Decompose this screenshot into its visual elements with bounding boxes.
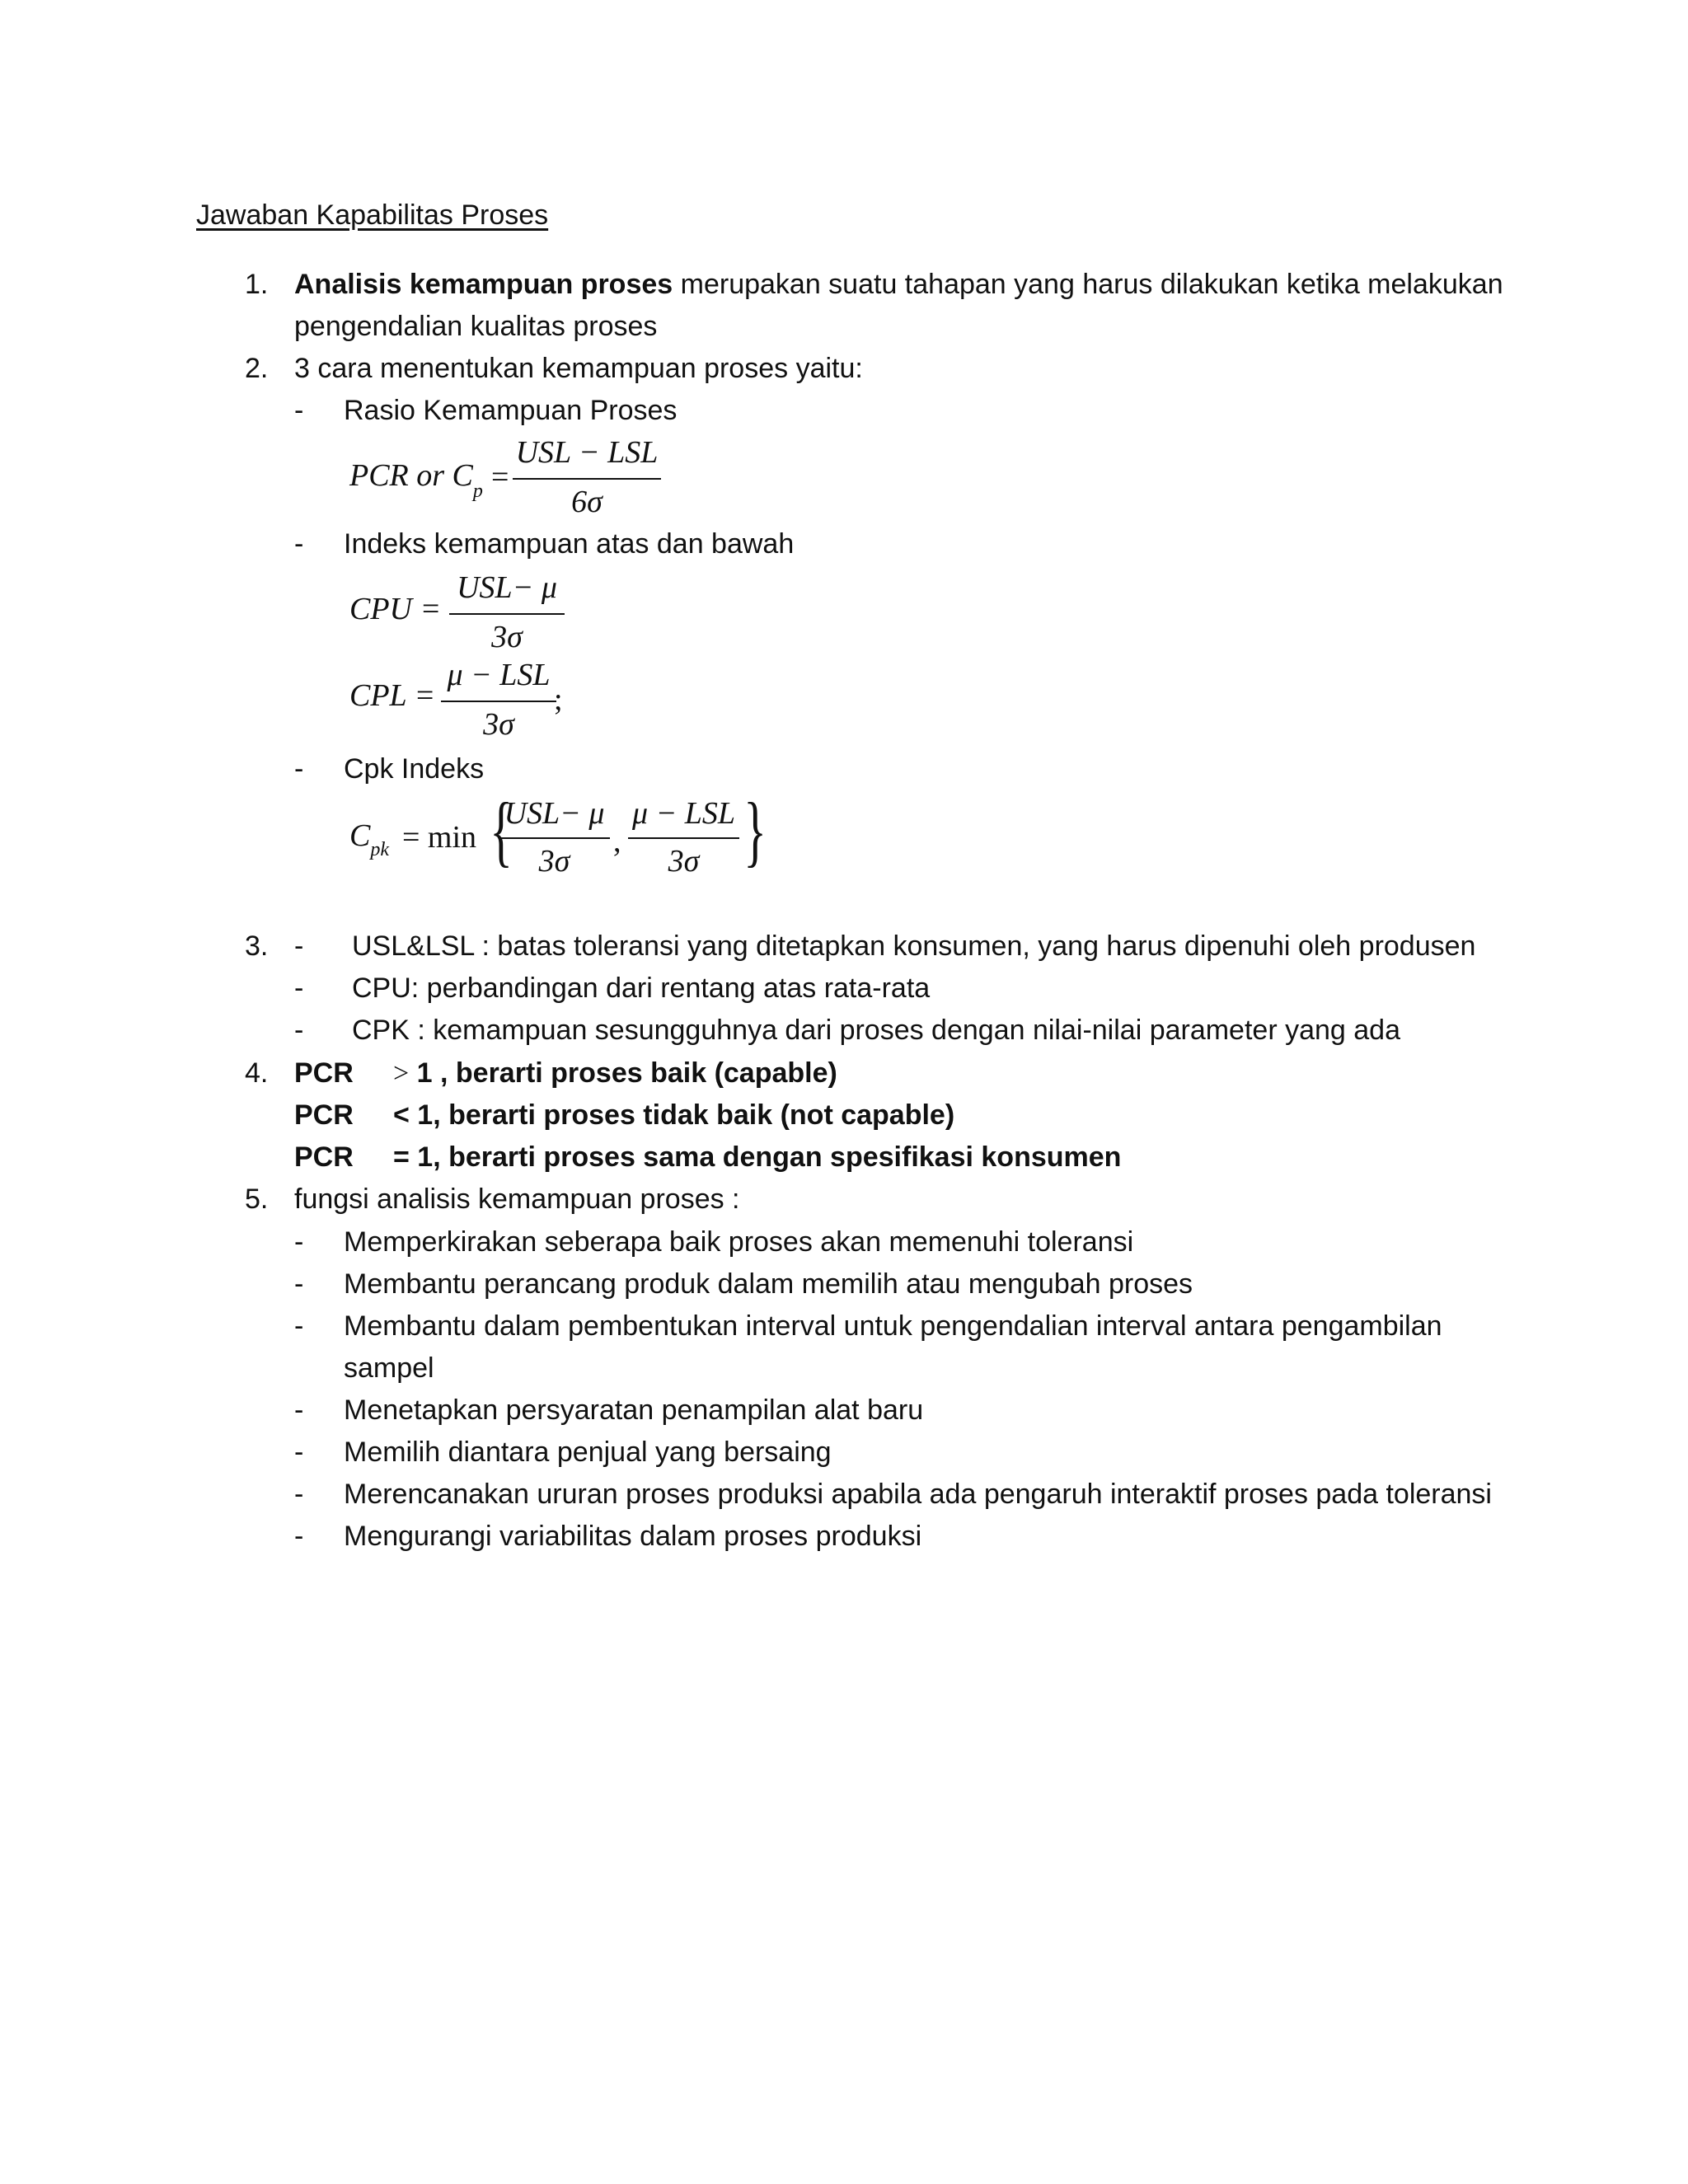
fraction-bar [441,701,556,702]
bullet-dash: - [294,1394,304,1426]
list-item: CPU: perbandingan dari rentang atas rata-rata [352,972,931,1004]
list-item-continued: sampel [344,1352,434,1384]
bullet-dash: - [294,1310,304,1342]
item-number: 4. [245,1057,269,1089]
formula-subscript: pk [370,839,390,860]
pcr-rule-text: 1 , berarti proses baik (capable) [416,1057,837,1089]
fraction-bar [513,478,661,480]
formula-lhs: CPL = [349,678,436,713]
formula-lhs [349,458,483,502]
item-number: 3. [245,930,269,962]
item-number: 2. [245,353,269,384]
item-bold-term: Analisis kemampuan proses [294,269,673,300]
bullet-dash: - [294,1479,304,1510]
right-brace: } [743,786,767,874]
list-item: Memilih diantara penjual yang bersaing [344,1436,832,1468]
pcr-label: PCR [294,1099,354,1131]
bullet-dash: - [294,1521,304,1552]
list-item: Membantu perancang produk dalam memilih atau mengubah proses [344,1268,1193,1300]
formula-semicolon: ; [554,682,563,717]
formula-denominator: 3σ [483,707,514,742]
formula-lhs [349,818,390,860]
page-title: Jawaban Kapabilitas Proses [196,199,549,231]
bullet-dash: - [294,972,304,1004]
pcr-label: PCR [294,1057,354,1089]
fraction-bar [449,613,565,615]
pcr-label: PCR [294,1141,354,1173]
list-item: Membantu dalam pembentukan interval untuk pengendalian interval antara pengambilan [344,1310,1442,1342]
formula-numerator: USL − LSL [515,435,659,470]
greater-than-symbol: > [393,1058,410,1089]
pcr-rule: = 1, berarti proses sama dengan spesifikasi konsumen [393,1141,1122,1173]
item-text: 3 cara menentukan kemampuan proses yaitu: [294,353,863,384]
formula-subscript: p [472,480,483,502]
list-item: Rasio Kemampuan Proses [344,395,678,426]
item-text: fungsi analisis kemampuan proses : [294,1183,740,1215]
bullet-dash: - [294,1436,304,1468]
list-item: Cpk Indeks [344,753,485,785]
formula-lhs-text: PCR or C [349,458,473,493]
list-item: Indeks kemampuan atas dan bawah [344,528,795,560]
pcr-rule [393,1059,837,1088]
list-item: USL&LSL : batas toleransi yang ditetapkan konsumen, yang harus dipenuhi oleh produsen [352,930,1476,962]
formula-lhs-text: C [349,818,371,853]
formula-denominator: 3σ [668,844,700,879]
formula-numerator: μ − LSL [632,796,735,831]
bullet-dash: - [294,753,304,785]
bullet-dash: - [294,1226,304,1258]
item-text [294,270,1503,298]
formula-numerator: μ − LSL [447,658,551,692]
bullet-dash: - [294,1268,304,1300]
list-item: Mengurangi variabilitas dalam proses produksi [344,1521,922,1552]
list-item: CPK : kemampuan sesungguhnya dari proses dengan nilai-nilai parameter yang ada [352,1015,1400,1046]
bullet-dash: - [294,930,304,962]
formula-equals: = [491,460,509,494]
formula-numerator: USL− μ [457,570,557,605]
item-number: 1. [245,269,269,300]
item-text-part: merupakan suatu tahapan yang harus dilakukan ketika melakukan [673,269,1503,300]
bullet-dash: - [294,1015,304,1046]
formula-comma: , [613,824,621,859]
formula-lhs: CPU = [349,592,442,626]
item-number: 5. [245,1183,269,1215]
list-item: Memperkirakan seberapa baik proses akan memenuhi toleransi [344,1226,1134,1258]
formula-denominator: 3σ [538,844,570,879]
list-item: Menetapkan persyaratan penampilan alat baru [344,1394,924,1426]
fraction-bar [499,837,610,839]
pcr-rule: < 1, berarti proses tidak baik (not capable) [393,1099,955,1131]
bullet-dash: - [294,395,304,426]
formula-denominator: 3σ [491,620,523,654]
list-item: Merencanakan ururan proses produksi apabila ada pengaruh interaktif proses pada toleransi [344,1479,1492,1510]
item-text-continued: pengendalian kualitas proses [294,311,658,342]
formula-numerator: USL− μ [504,796,605,831]
formula-denominator: 6σ [571,485,603,519]
bullet-dash: - [294,528,304,560]
left-brace: { [490,786,513,874]
formula-min: = min [402,820,477,855]
fraction-bar [628,837,739,839]
